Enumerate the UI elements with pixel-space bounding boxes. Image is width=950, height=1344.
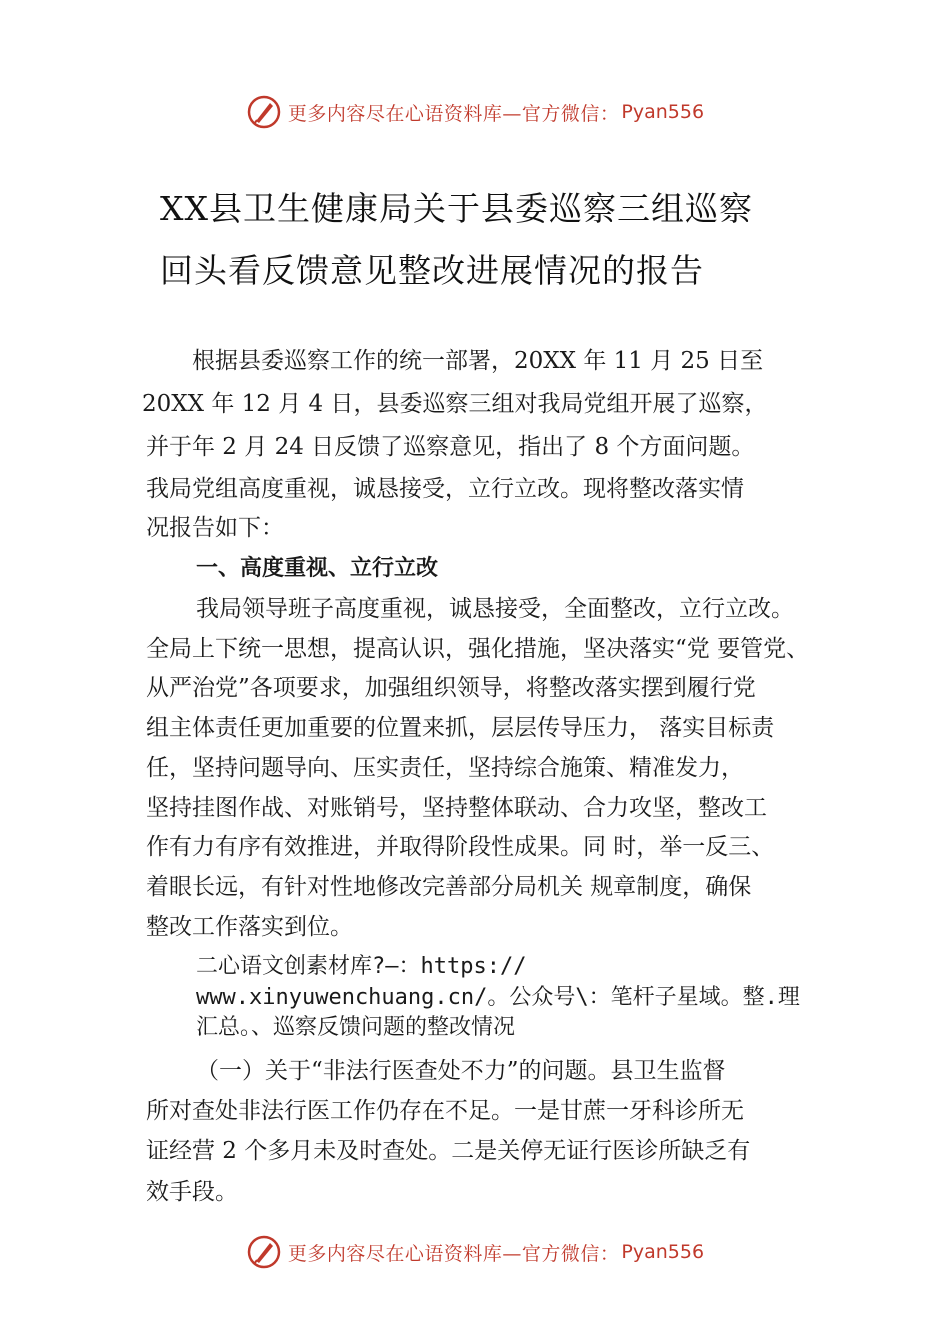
watermark-text: 更多内容尽在心语资料库—官方微信：	[287, 102, 620, 125]
watermark-text: 更多内容尽在心语资料库—官方微信：	[287, 1242, 620, 1265]
section-1-line: 组主体责任更加重要的位置来抓，层层传导压力， 落实目标责	[146, 715, 775, 741]
watermark-wechat-id: Pyan556	[621, 1241, 705, 1263]
intro-line: 根据县委巡察工作的统一部署，20XX 年 11 月 25 日至	[192, 348, 764, 374]
source-note-line: 汇总。、巡察反馈问题的整改情况	[196, 1015, 516, 1040]
section-1-line: 全局上下统一思想，提高认识，强化措施，坚决落实“党 要管党、	[146, 636, 810, 662]
intro-line: 我局党组高度重视，诚恳接受，立行立改。现将整改落实情	[146, 476, 744, 502]
section-1-heading: 一、高度重视、立行立改	[196, 556, 439, 581]
section-2-line: （一）关于“非法行医查处不力”的问题。县卫生监督	[196, 1058, 726, 1084]
section-1-line: 我局领导班子高度重视，诚恳接受，全面整改，立行立改。	[196, 596, 794, 622]
section-1-line: 坚持挂图作战、对账销号，坚持整体联动、合力攻坚，整改工	[146, 795, 767, 821]
source-note-line: www.xinyuwenchuang.cn/。公众号\：笔杆子星域。整.理	[196, 985, 800, 1010]
section-1-line: 从严治党”各项要求，加强组织领导，将整改落实摆到履行党	[146, 675, 756, 701]
section-1-line: 着眼长远，有针对性地修改完善部分局机关 规章制度，确保	[146, 874, 752, 900]
quill-logo-icon	[246, 1234, 282, 1270]
section-2-line: 证经营 2 个多月未及时查处。二是关停无证行医诊所缺乏有	[146, 1138, 751, 1164]
section-1-line: 作有力有序有效推进，并取得阶段性成果。同 时，举一反三、	[146, 834, 775, 860]
intro-line: 况报告如下：	[146, 515, 284, 541]
watermark-banner-bottom	[0, 1232, 950, 1272]
document-title-line-2: 回头看反馈意见整改进展情况的报告	[160, 251, 704, 290]
section-2-line: 所对查处非法行医工作仍存在不足。一是甘蔗一牙科诊所无	[146, 1098, 744, 1124]
source-note-line: 二心语文创素材库?—：https://	[196, 954, 527, 979]
intro-line: 并于年 2 月 24 日反馈了巡察意见，指出了 8 个方面问题。	[146, 434, 755, 460]
section-1-line: 整改工作落实到位。	[146, 914, 353, 940]
section-2-line: 效手段。	[146, 1179, 238, 1205]
quill-logo-icon	[246, 94, 282, 130]
watermark-banner-top	[0, 92, 950, 132]
document-title-line-1: XX县卫生健康局关于县委巡察三组巡察	[160, 189, 753, 228]
watermark-wechat-id: Pyan556	[621, 101, 705, 123]
intro-line: 20XX 年 12 月 4 日，县委巡察三组对我局党组开展了巡察，	[142, 391, 768, 417]
section-1-line: 任，坚持问题导向、压实责任，坚持综合施策、精准发力，	[146, 755, 744, 781]
